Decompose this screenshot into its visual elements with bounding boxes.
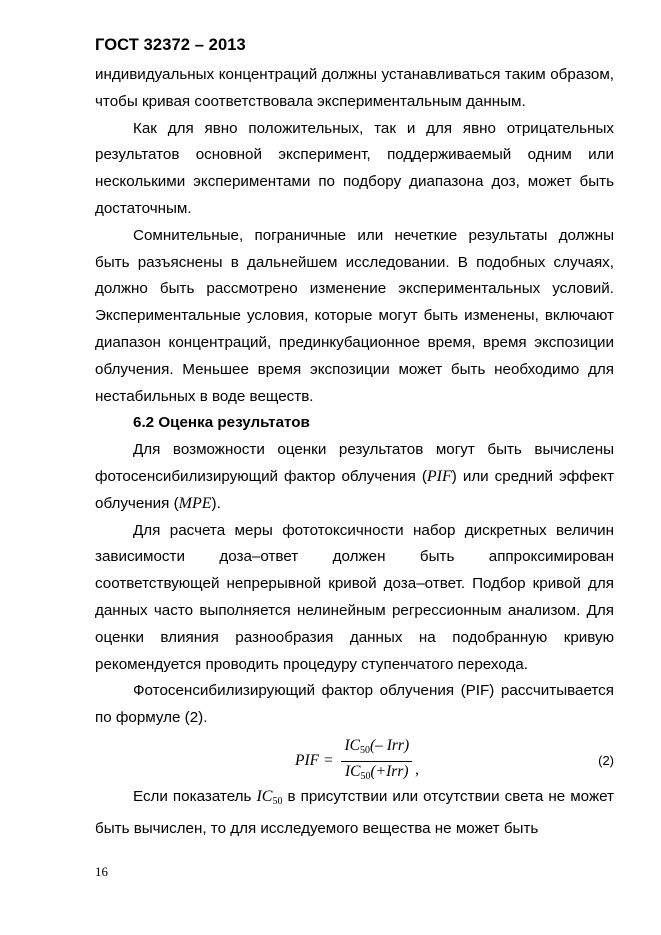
ic-label: IC [256,787,273,805]
num-ic: IC [344,736,360,754]
pif-formula [295,736,419,787]
paragraph-4 [95,437,614,517]
num-arg: (– Irr) [369,736,410,754]
den-sub: 50 [360,770,371,782]
ic-sub: 50 [272,795,283,807]
formula-comma: , [415,761,419,779]
paragraph-1: индивидуальных концентраций должны устанавливаться таким образом, чтобы кривая соответствовала экспериментальным данным. [95,66,614,110]
den-arg: (+Irr) [370,762,409,780]
document-header: ГОСТ 32372 – 2013 [95,36,246,54]
section-heading: 6.2 Оценка результатов [133,414,310,432]
equation-number: (2) [598,752,614,768]
formula-numerator [341,736,412,761]
p7-text-2: в присутствии или отсутствии света не может быть вычислен, то для исследуемого вещества не может быть [95,787,614,837]
paragraph-2: Как для явно положительных, так и для явно отрицательных результатов основной эксперимент, поддерживаемый одним или несколькими экспериментами по подбору диапазона доз, может быть достаточным. [95,119,614,217]
pif-symbol: PIF [426,467,452,485]
page-number: 16 [95,864,108,879]
p4-text-1: Для возможности оценки результатов могут быть вычислены фотосенсибилизирующий фактор облучения ( [95,441,614,485]
paragraph-5: Для расчета меры фототоксичности набор дискретных величин зависимости доза–ответ должен быть аппроксимирован соответствующей непрерывной кривой доза–ответ. Подбор кривой для данных часто выполняется нелинейным регрессионным анализом. Для оценки влияния разнообразия данных на подобранную кривую рекомендуется проводить процедуру ступенчатого перехода. [95,521,614,673]
paragraph-3: Сомнительные, пограничные или нечеткие результаты должны быть разъяснены в дальнейшем исследовании. В подобных случаях, должно быть рассмотрено изменение экспериментальных условий. Экспериментальные условия, которые могут быть изменены, включают диапазон концентраций, прединкубационное время, время экспозиции облучения. Меньшее время экспозиции может быть необходимо для нестабильных в воде веществ. [95,226,614,405]
num-sub: 50 [359,744,370,756]
p4-text-2: ) или средний эффект облучения ( [95,467,614,512]
mpe-symbol: MPE [178,494,212,512]
formula-fraction [341,736,412,787]
formula-lhs: PIF = [295,752,334,770]
p7-text-1: Если показатель [133,787,257,805]
den-ic: IC [345,762,361,780]
formula-block [95,734,614,784]
ic50-symbol [256,788,282,805]
formula-denominator [342,762,412,787]
paragraph-6: Фотосенсибилизирующий фактор облучения (PIF) рассчитывается по формуле (2). [95,682,614,727]
p4-text-3: ). [211,494,221,512]
paragraph-7 [95,784,614,843]
body-text [95,62,614,843]
